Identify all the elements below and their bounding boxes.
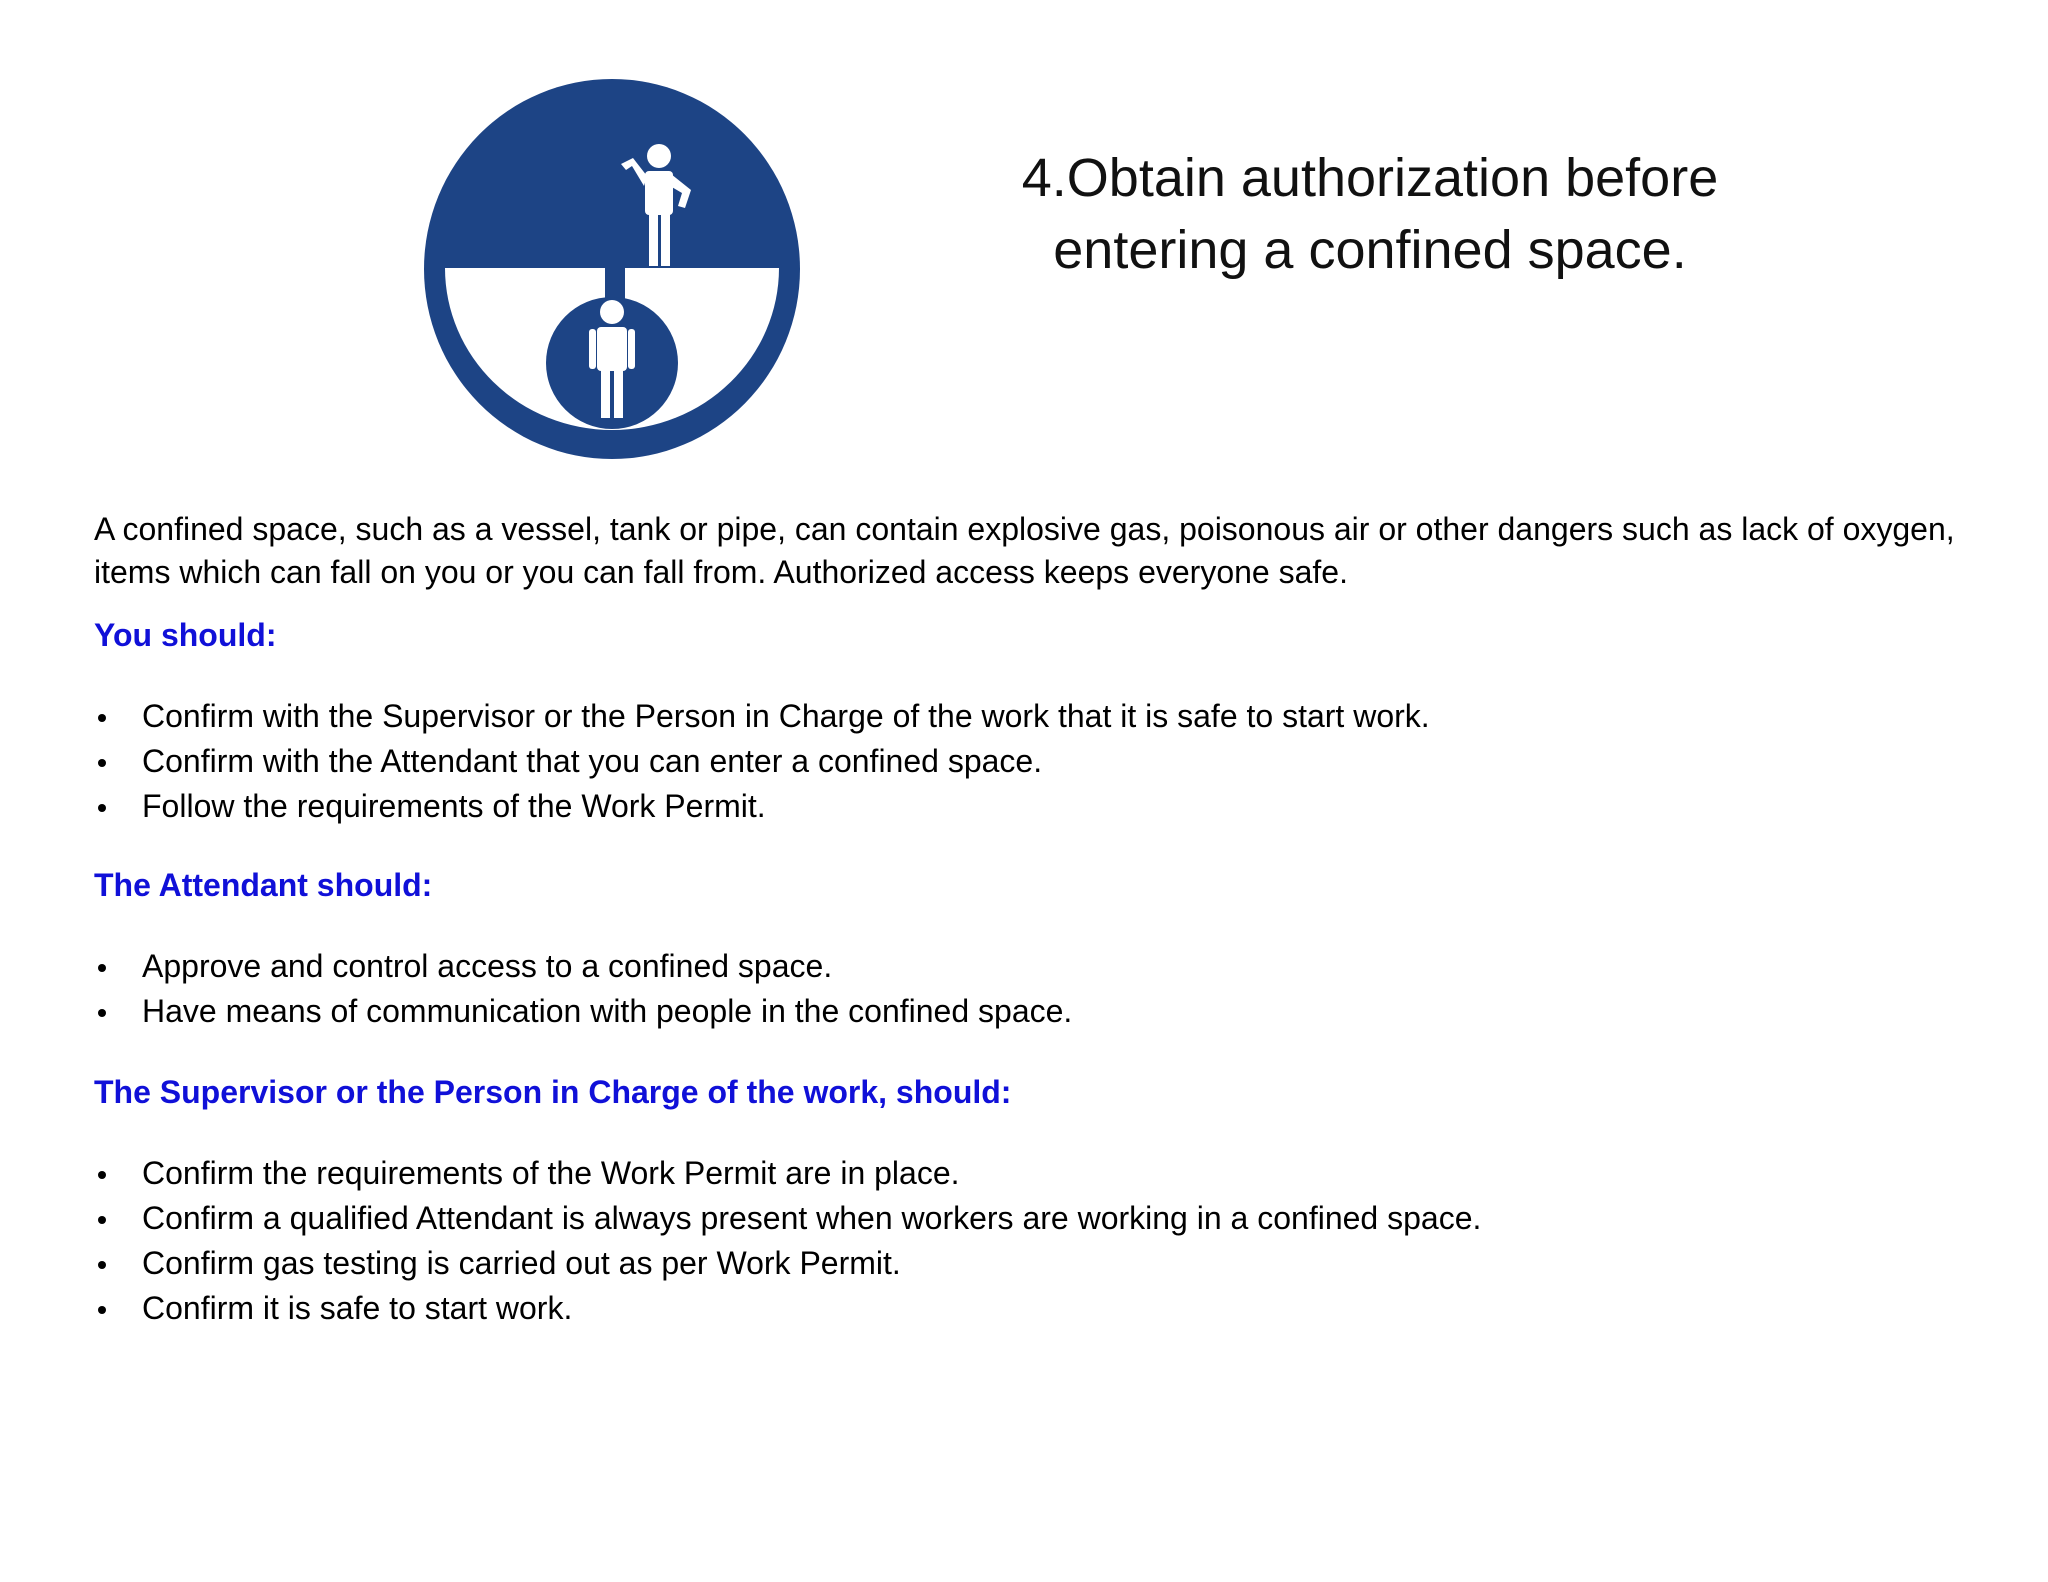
bullet-dot-icon	[98, 759, 106, 767]
bullet-list-attendant-should	[94, 944, 1994, 1034]
bullet-dot-icon	[98, 1306, 106, 1314]
list-item: Approve and control access to a confined space.	[94, 944, 1994, 989]
list-item: Confirm with the Supervisor or the Person in Charge of the work that it is safe to start work.	[94, 694, 1994, 739]
bullet-dot-icon	[98, 714, 106, 722]
section-heading-supervisor-should: The Supervisor or the Person in Charge of the work, should:	[94, 1074, 1012, 1110]
bullet-dot-icon	[98, 1216, 106, 1224]
list-item: Confirm it is safe to start work.	[94, 1286, 1994, 1331]
section-heading-you-should: You should:	[94, 617, 277, 653]
confined-space-sign-icon	[419, 60, 805, 464]
page-title-line-1: 4.Obtain authorization before	[1021, 148, 1719, 208]
bullet-list-supervisor-should	[94, 1151, 1994, 1331]
list-item: Confirm the requirements of the Work Permit are in place.	[94, 1151, 1994, 1196]
section-heading-attendant-should: The Attendant should:	[94, 867, 433, 903]
page-title-line-2: entering a confined space.	[1053, 220, 1687, 280]
page-title	[960, 142, 1780, 286]
intro-paragraph	[94, 508, 1994, 594]
intro-line-2: items which can fall on you or you can fall from. Authorized access keeps everyone safe.	[94, 554, 1348, 590]
bullet-dot-icon	[98, 964, 106, 972]
bullet-dot-icon	[98, 1009, 106, 1017]
list-item: Confirm a qualified Attendant is always present when workers are working in a confined space.	[94, 1196, 1994, 1241]
bullet-dot-icon	[98, 1261, 106, 1269]
list-item: Have means of communication with people in the confined space.	[94, 989, 1994, 1034]
bullet-list-you-should	[94, 694, 1994, 829]
bullet-dot-icon	[98, 1171, 106, 1179]
list-item: Follow the requirements of the Work Permit.	[94, 784, 1994, 829]
list-item: Confirm gas testing is carried out as per Work Permit.	[94, 1241, 1994, 1286]
list-item: Confirm with the Attendant that you can enter a confined space.	[94, 739, 1994, 784]
bullet-dot-icon	[98, 804, 106, 812]
content-body	[94, 508, 1994, 1331]
intro-line-1: A confined space, such as a vessel, tank or pipe, can contain explosive gas, poisonous air or other dangers such as lack of oxygen,	[94, 511, 1955, 547]
